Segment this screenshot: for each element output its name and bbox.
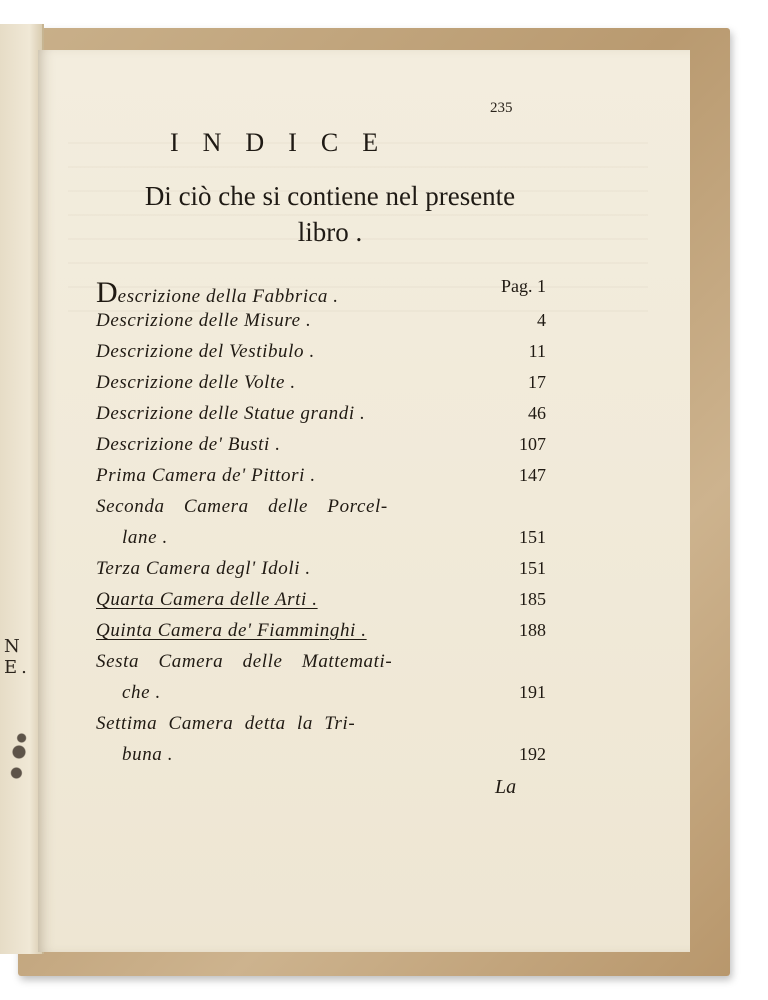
entry-text: Descrizione de' Busti . bbox=[96, 434, 281, 455]
entry-page: 11 bbox=[528, 341, 546, 361]
entry-text: Quarta Camera delle Arti . bbox=[96, 589, 318, 610]
entry-text: lane . bbox=[122, 527, 168, 548]
entry-text: Descrizione del Vestibulo . bbox=[96, 341, 315, 362]
index-entry bbox=[96, 744, 556, 775]
index-entry bbox=[96, 434, 556, 465]
index-list bbox=[96, 276, 556, 775]
entry-page: 107 bbox=[519, 434, 546, 454]
entry-page: 191 bbox=[519, 682, 546, 702]
index-entry bbox=[96, 403, 556, 434]
page-number: 235 bbox=[490, 100, 513, 116]
index-entry bbox=[96, 713, 556, 744]
entry-text: Sesta Camera delle Mattemati- bbox=[96, 651, 393, 672]
entry-text: Descrizione delle Misure . bbox=[96, 310, 312, 331]
index-entry bbox=[96, 496, 556, 527]
entry-page: 192 bbox=[519, 744, 546, 764]
entry-text-rest: escrizione della Fabbrica . bbox=[117, 286, 339, 307]
ornament-icon bbox=[6, 724, 32, 794]
index-entry bbox=[96, 589, 556, 620]
entry-text: Quinta Camera de' Fiamminghi . bbox=[96, 620, 367, 641]
entry-page: 17 bbox=[528, 372, 546, 392]
entry-page: 188 bbox=[519, 620, 546, 640]
catchword: La bbox=[495, 776, 517, 798]
entry-page: 185 bbox=[519, 589, 546, 609]
drop-cap: D bbox=[96, 276, 118, 309]
entry-page: 46 bbox=[528, 403, 546, 423]
index-entry bbox=[96, 276, 556, 310]
entry-page: Pag. 1 bbox=[501, 276, 546, 296]
index-entry bbox=[96, 558, 556, 589]
index-entry bbox=[96, 620, 556, 651]
entry-text: buna . bbox=[122, 744, 174, 765]
entry-page: 4 bbox=[537, 310, 546, 330]
index-entry bbox=[96, 372, 556, 403]
entry-text: Settima Camera detta la Tri- bbox=[96, 713, 356, 734]
index-entry bbox=[96, 651, 556, 682]
index-entry bbox=[96, 465, 556, 496]
entry-text: Terza Camera degl' Idoli . bbox=[96, 558, 311, 579]
index-entry bbox=[96, 341, 556, 372]
entry-text: Descrizione delle Volte . bbox=[96, 372, 296, 393]
entry-page: 147 bbox=[519, 465, 546, 485]
entry-text bbox=[96, 276, 339, 310]
entry-text: Prima Camera de' Pittori . bbox=[96, 465, 316, 486]
index-entry bbox=[96, 527, 556, 558]
left-page-fragment: N E. bbox=[4, 636, 31, 678]
entry-text: Seconda Camera delle Porcel- bbox=[96, 496, 388, 517]
entry-text: che . bbox=[122, 682, 161, 703]
index-entry bbox=[96, 682, 556, 713]
entry-text: Descrizione delle Statue grandi . bbox=[96, 403, 366, 424]
page-subtitle: Di ciò che si contiene nel presente libro . bbox=[144, 181, 516, 247]
index-entry bbox=[96, 310, 556, 341]
entry-page: 151 bbox=[519, 527, 546, 547]
entry-page: 151 bbox=[519, 558, 546, 578]
page-title: INDICE bbox=[170, 128, 403, 157]
